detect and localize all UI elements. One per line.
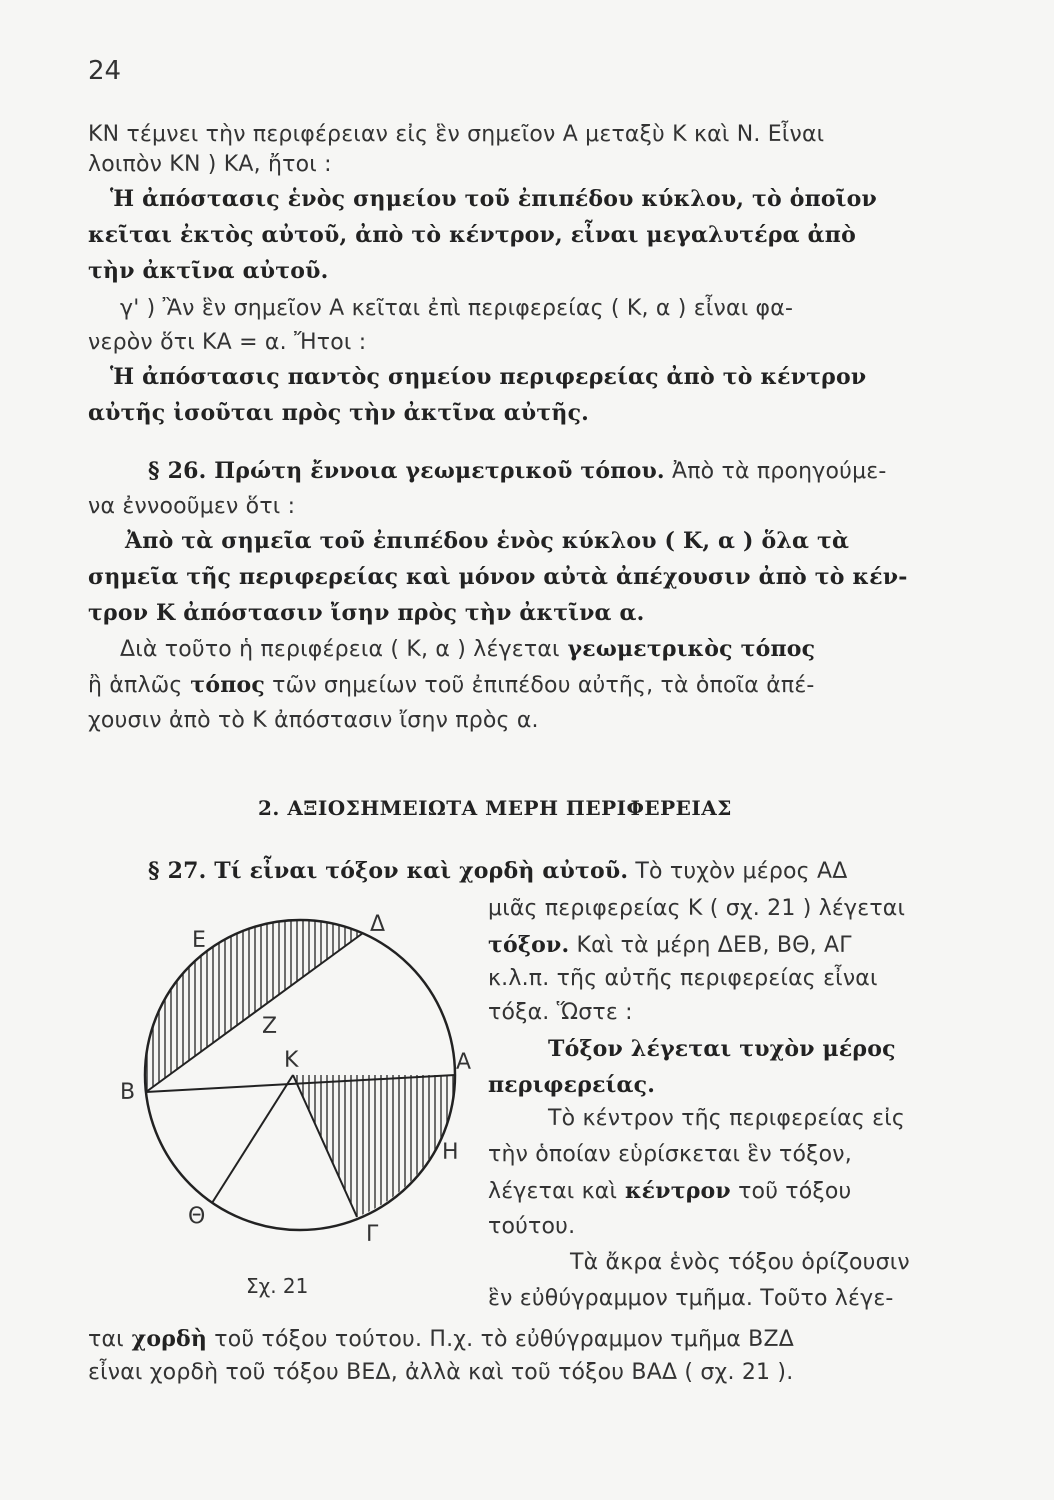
text-line: λοιπὸν ΚΝ ) ΚΑ, ἤτοι : xyxy=(88,152,332,177)
text-line: τὴν ὁποίαν εὑρίσκεται ἓν τόξον, xyxy=(488,1142,852,1167)
text-span: Ἀπὸ τὰ προηγούμε- xyxy=(664,459,887,484)
text-line: ΚΝ τέμνει τὴν περιφέρειαν εἰς ἓν σημεῖον Α μεταξὺ Κ καὶ Ν. Εἶναι xyxy=(88,122,825,147)
label-beta: Β xyxy=(120,1080,136,1105)
theorem-line: περιφερείας. xyxy=(488,1072,656,1098)
theorem-line: τρον Κ ἀπόστασιν ἴσην πρὸς τὴν ἀκτῖνα α. xyxy=(88,600,645,626)
label-alpha: Α xyxy=(456,1050,472,1075)
text-span: ἢ ἁπλῶς xyxy=(88,673,183,698)
theorem-line: αὐτῆς ἰσοῦται πρὸς τὴν ἀκτῖνα αὐτῆς. xyxy=(88,400,590,426)
text-span: τοῦ τόξου xyxy=(730,1179,852,1204)
text-span: τοῦ τόξου τούτου. Π.χ. τὸ εὐθύγραμμον τμῆμα ΒΖΔ xyxy=(207,1327,794,1352)
label-eta: Η xyxy=(442,1140,459,1165)
term-arc: τόξον. xyxy=(488,932,570,958)
figure-caption: Σχ. 21 xyxy=(246,1274,309,1298)
text-line: τόξα. Ὥστε : xyxy=(488,1000,633,1025)
label-gamma: Γ xyxy=(366,1222,379,1247)
theorem-line: κεῖται ἐκτὸς αὐτοῦ, ἀπὸ τὸ κέντρον, εἶναι μεγαλυτέρα ἀπὸ xyxy=(88,222,856,248)
hatched-sector xyxy=(293,1075,455,1217)
page-number: 24 xyxy=(88,56,122,86)
text-span: Τὸ τυχὸν μέρος ΑΔ xyxy=(628,859,848,884)
text-span: ται xyxy=(88,1327,124,1352)
text-span: λέγεται καὶ xyxy=(488,1179,618,1204)
theorem-line: Ἀπὸ τὰ σημεῖα τοῦ ἐπιπέδου ἑνὸς κύκλου ( Κ, α ) ὅλα τὰ xyxy=(125,528,850,554)
text-line: κ.λ.π. τῆς αὐτῆς περιφερείας εἶναι xyxy=(488,966,878,991)
hatched-segment xyxy=(145,920,363,1092)
text-line: εἶναι χορδὴ τοῦ τόξου ΒΕΔ, ἀλλὰ καὶ τοῦ τόξου ΒΑΔ ( σχ. 21 ). xyxy=(88,1360,794,1385)
theorem-line: Τόξον λέγεται τυχὸν μέρος xyxy=(548,1036,896,1062)
term-center: κέντρον xyxy=(617,1178,731,1204)
section-26-title: § 26. Πρώτη ἔννοια γεωμετρικοῦ τόπου. xyxy=(148,458,665,484)
label-epsilon: Ε xyxy=(192,928,206,953)
text-span: τῶν σημείων τοῦ ἐπιπέδου αὐτῆς, τὰ ὁποῖα ἀπέ- xyxy=(264,673,815,698)
theorem-line: Ἡ ἀπόστασις ἑνὸς σημείου τοῦ ἐπιπέδου κύκλου, τὸ ὁποῖον xyxy=(110,186,877,212)
text-span: Διὰ τοῦτο ἡ περιφέρεια ( Κ, α ) λέγεται xyxy=(120,637,560,662)
text-line: χουσιν ἀπὸ τὸ Κ ἀπόστασιν ἴσην πρὸς α. xyxy=(88,708,539,733)
label-theta: Θ xyxy=(188,1204,206,1229)
section-heading: 2. ΑΞΙΟΣΗΜΕΙΩΤΑ ΜΕΡΗ ΠΕΡΙΦΕΡΕΙΑΣ xyxy=(258,796,732,820)
theorem-line: Ἡ ἀπόστασις παντὸς σημείου περιφερείας ἀπὸ τὸ κέντρον xyxy=(110,364,867,390)
text-span: Καὶ τὰ μέρη ΔΕΒ, ΒΘ, ΑΓ xyxy=(569,933,852,958)
text-line: ἓν εὐθύγραμμον τμῆμα. Τοῦτο λέγε- xyxy=(488,1286,894,1311)
label-delta: Δ xyxy=(370,912,386,937)
term-chord: χορδὴ xyxy=(123,1326,208,1352)
text-line: γ' ) Ἂν ἓν σημεῖον Α κεῖται ἐπὶ περιφερείας ( Κ, α ) εἶναι φα- xyxy=(120,296,794,321)
text-line: νερὸν ὅτι ΚΑ = α. Ἤτοι : xyxy=(88,330,367,355)
section-27-title: § 27. Τί εἶναι τόξον καὶ χορδὴ αὐτοῦ. xyxy=(148,858,629,884)
label-zeta: Ζ xyxy=(262,1014,278,1039)
theorem-line: σημεῖα τῆς περιφερείας καὶ μόνον αὐτὰ ἀπέχουσιν ἀπὸ τὸ κέν- xyxy=(88,564,908,590)
text-line: Τὰ ἄκρα ἑνὸς τόξου ὁρίζουσιν xyxy=(570,1250,910,1275)
text-line: να ἐννοοῦμεν ὅτι : xyxy=(88,494,296,519)
term-locus: τόπος xyxy=(182,672,265,698)
text-line: Τὸ κέντρον τῆς περιφερείας εἰς xyxy=(548,1106,905,1131)
label-kappa: Κ xyxy=(284,1048,299,1073)
text-line: τούτου. xyxy=(488,1214,576,1239)
text-line: μιᾶς περιφερείας Κ ( σχ. 21 ) λέγεται xyxy=(488,896,906,921)
theorem-line: τὴν ἀκτῖνα αὐτοῦ. xyxy=(88,258,329,284)
term-geometric-locus: γεωμετρικὸς τόπος xyxy=(559,636,816,662)
radius-ktheta xyxy=(212,1075,293,1203)
